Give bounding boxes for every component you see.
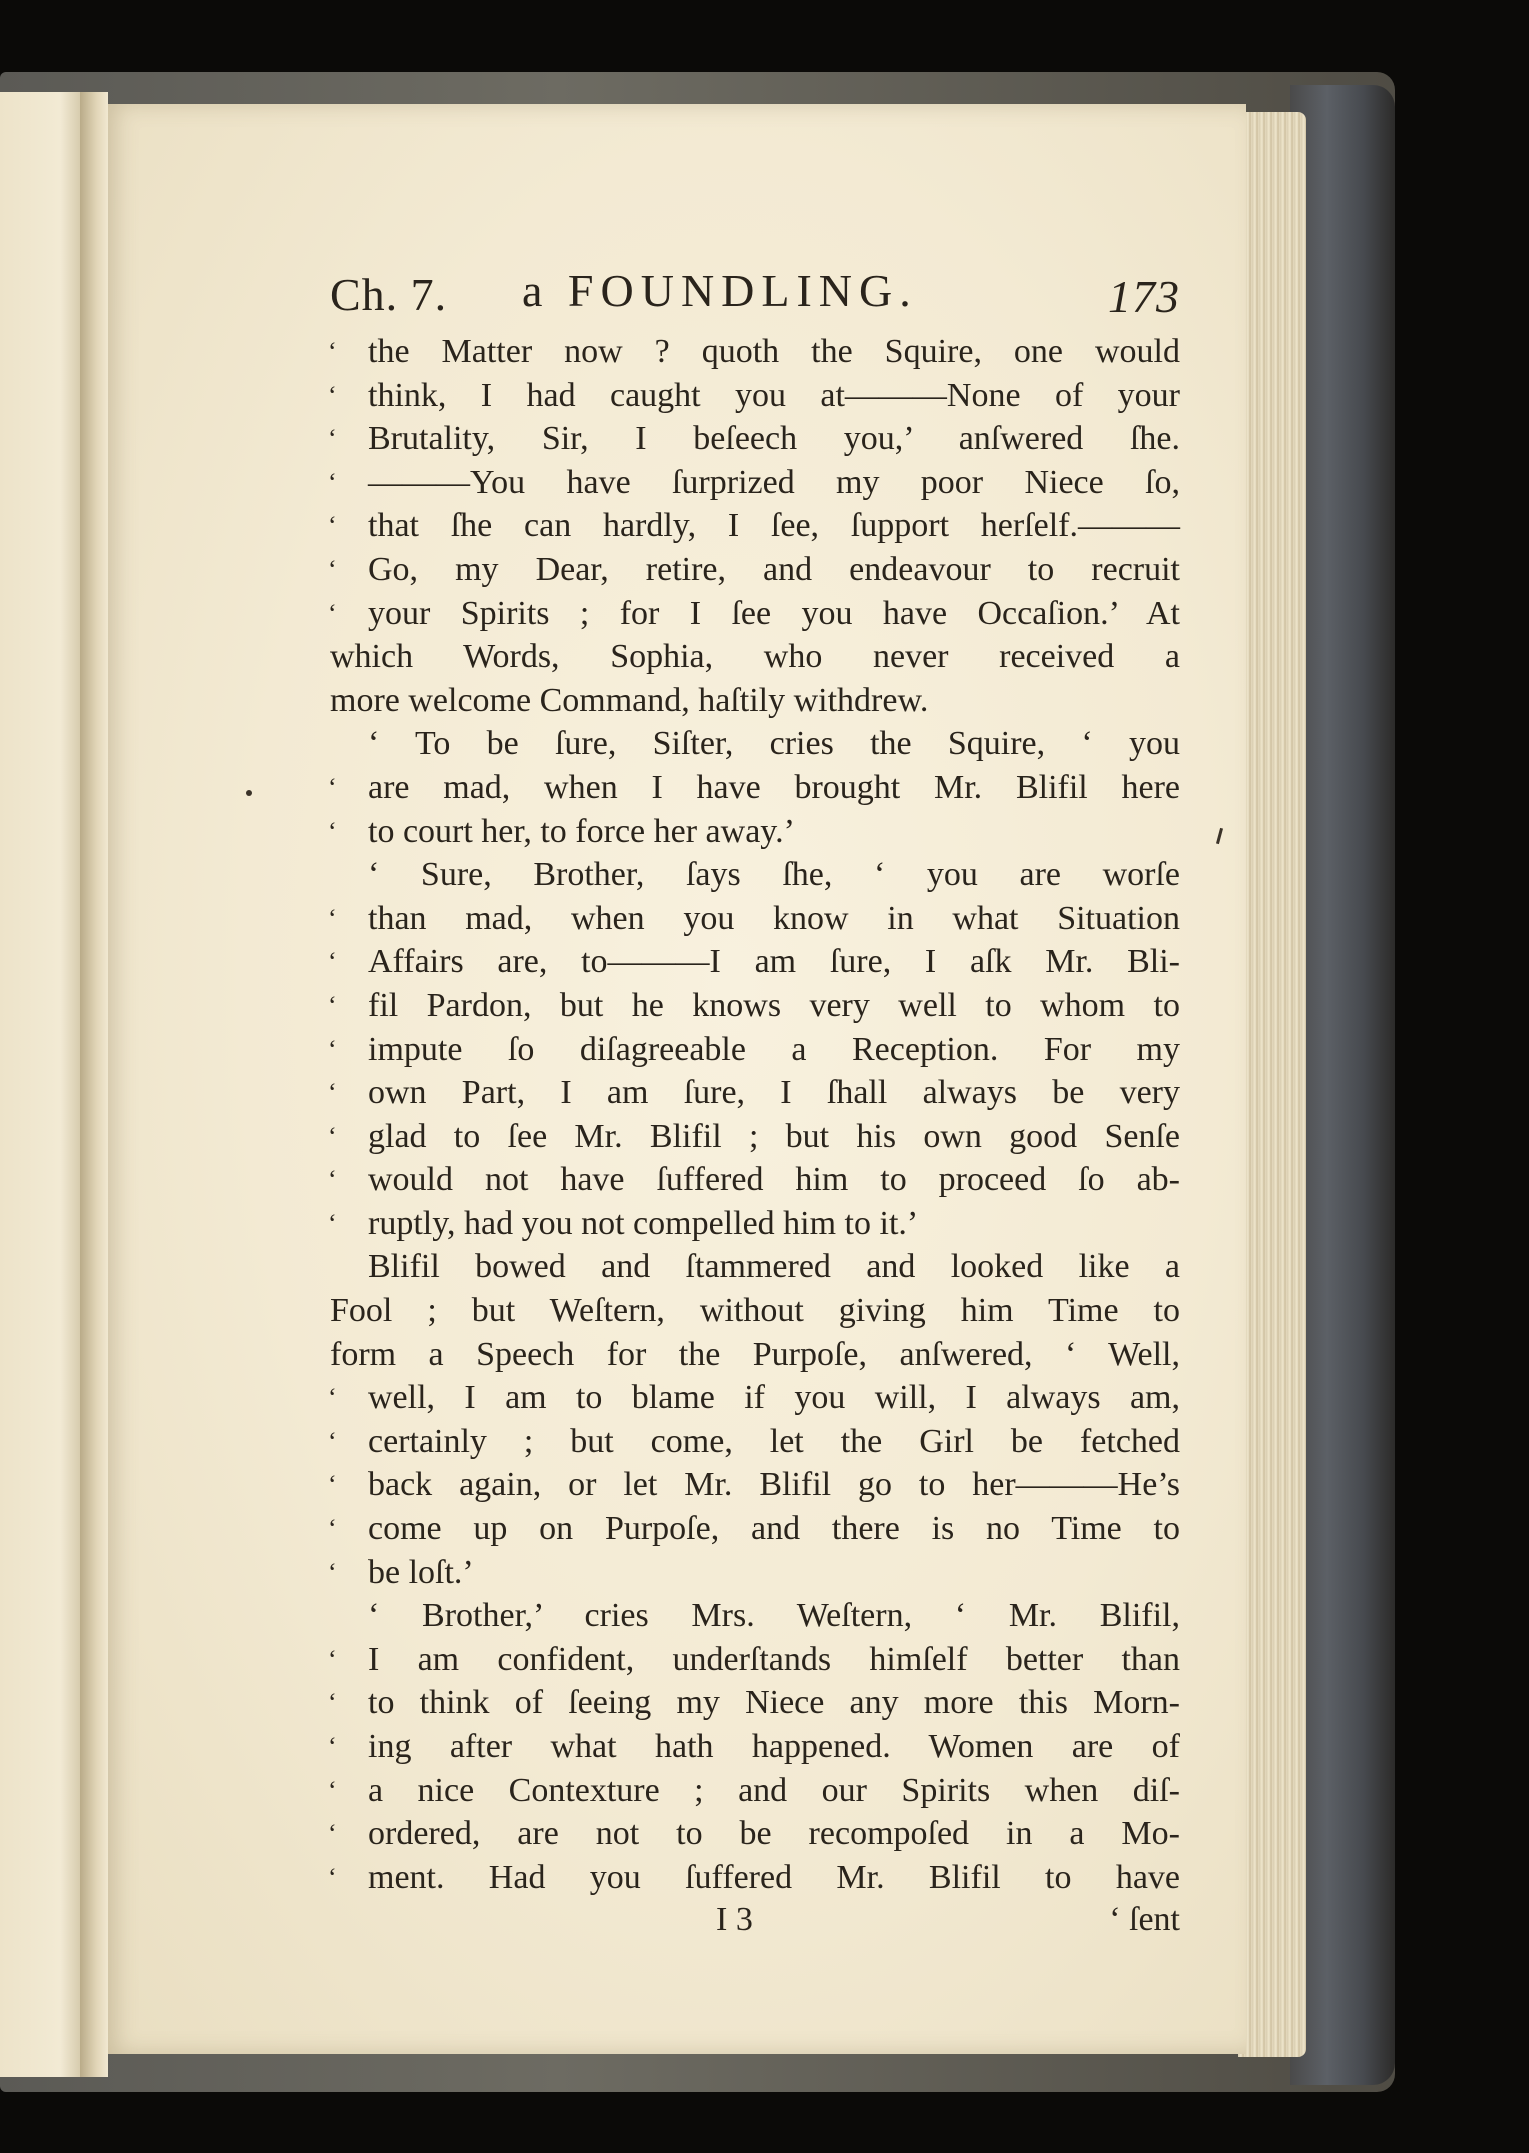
running-head-chapter: Ch. 7. [330, 269, 448, 320]
quotation-margin-mark: ‘ [328, 424, 337, 454]
text-line [330, 1507, 1180, 1551]
text-line-content: well, I am to blame if you will, I always am, [368, 1379, 1180, 1417]
text-line [330, 984, 1180, 1028]
text-line-content: own Part, I am ſure, I ſhall always be very [368, 1074, 1180, 1112]
text-line [330, 897, 1180, 941]
text-line-content: your Spirits ; for I ſee you have Occaſion.’ At [368, 594, 1180, 632]
text-line [330, 810, 1180, 854]
text-line [330, 1028, 1180, 1072]
page-number: 173 [1108, 271, 1180, 322]
quotation-margin-mark: ‘ [328, 1208, 337, 1238]
quotation-margin-mark: ‘ [328, 1078, 337, 1108]
text-line [330, 1420, 1180, 1464]
quotation-margin-mark: ‘ [328, 598, 337, 628]
stray-ink-dot [246, 790, 252, 796]
text-line [330, 1071, 1180, 1115]
text-line-content: to court her, to force her away.’ [368, 812, 795, 850]
text-line-content: ———You have ſurprized my poor Niece ſo, [368, 463, 1180, 501]
quotation-margin-mark: ‘ [328, 1644, 337, 1674]
text-line-content: would not have ſuffered him to proceed ſo ab- [368, 1161, 1180, 1199]
text-line [330, 504, 1180, 548]
quotation-margin-mark: ‘ [328, 1470, 337, 1500]
text-line-content: think, I had caught you at———None of your [368, 376, 1180, 414]
text-line [330, 766, 1180, 810]
text-line [330, 679, 1180, 723]
text-line [330, 1551, 1180, 1595]
text-line-content: the Matter now ? quoth the Squire, one would [368, 333, 1180, 370]
text-line-content: than mad, when you know in what Situation [368, 899, 1180, 937]
quotation-margin-mark: ‘ [328, 1862, 337, 1892]
text-line-content: that ſhe can hardly, I ſee, ſupport herſelf.——— [368, 507, 1180, 545]
quotation-margin-mark: ‘ [328, 554, 337, 584]
text-line-content: ruptly, had you not compelled him to it.’ [368, 1204, 919, 1242]
text-line-content: ‘ To be ſure, Siſter, cries the Squire, ‘ you [368, 725, 1180, 763]
quotation-margin-mark: ‘ [328, 337, 337, 366]
text-line-content: Fool ; but Weſtern, without giving him Time to [330, 1292, 1180, 1330]
text-line-content: be loſt.’ [368, 1553, 474, 1591]
text-line [330, 1812, 1180, 1856]
text-line-content: to think of ſeeing my Niece any more this Morn- [368, 1684, 1180, 1722]
text-line-content: I am confident, underſtands himſelf better than [368, 1640, 1180, 1678]
text-line-content: ment. Had you ſuffered Mr. Blifil to have [368, 1858, 1180, 1896]
text-line-content: more welcome Command, haſtily withdrew. [330, 681, 929, 719]
text-line-content: a nice Contexture ; and our Spirits when diſ- [368, 1771, 1180, 1809]
text-line [330, 940, 1180, 984]
quotation-margin-mark: ‘ [328, 1732, 337, 1761]
text-line-content: Blifil bowed and ſtammered and looked like a [368, 1248, 1180, 1286]
text-line-content: Go, my Dear, retire, and endeavour to recruit [368, 550, 1180, 588]
quotation-margin-mark: ‘ [328, 380, 337, 410]
text-line-content: Affairs are, to———I am ſure, I aſk Mr. Bli- [368, 943, 1180, 981]
text-line-content: ‘ Brother,’ cries Mrs. Weſtern, ‘ Mr. Blifil, [368, 1597, 1180, 1635]
quotation-margin-mark: ‘ [328, 1688, 337, 1718]
running-head-title: a FOUNDLING. [522, 265, 918, 316]
catchword: ‘ ſent [1109, 1901, 1180, 1939]
running-head [330, 262, 1180, 326]
text-line-content: come up on Purpoſe, and there is no Time to [368, 1510, 1180, 1548]
quotation-margin-mark: ‘ [328, 1426, 337, 1456]
text-line [330, 1638, 1180, 1682]
quotation-margin-mark: ‘ [328, 1514, 337, 1544]
quotation-margin-mark: ‘ [328, 1775, 337, 1805]
text-line-content: are mad, when I have brought Mr. Blifil here [368, 768, 1180, 806]
quotation-margin-mark: ‘ [328, 1383, 337, 1413]
signature-mark: I 3 [716, 1901, 753, 1939]
text-line [330, 1115, 1180, 1159]
text-line-content: form a Speech for the Purpoſe, anſwered, ‘ Well, [330, 1335, 1180, 1373]
text-line [330, 1333, 1180, 1377]
text-line [330, 330, 1180, 374]
text-line [330, 1725, 1180, 1769]
page-gutter [80, 92, 108, 2077]
text-line-content: certainly ; but come, let the Girl be fetched [368, 1422, 1180, 1460]
text-line [330, 1681, 1180, 1725]
quotation-margin-mark: ‘ [328, 511, 337, 541]
text-line [330, 722, 1180, 766]
text-line-content: impute ſo diſagreeable a Reception. For my [368, 1030, 1180, 1068]
quotation-margin-mark: ‘ [328, 1557, 337, 1587]
page-footer [330, 1901, 1180, 1945]
text-line-content: which Words, Sophia, who never received a [330, 638, 1180, 676]
text-line-content: ‘ Sure, Brother, ſays ſhe, ‘ you are worſe [368, 856, 1180, 894]
text-line [330, 374, 1180, 418]
left-facing-page [0, 92, 86, 2077]
page-edges [1238, 112, 1306, 2057]
text-line [330, 1202, 1180, 1246]
text-line-content: fil Pardon, but he knows very well to whom to [368, 986, 1180, 1024]
text-line [330, 1245, 1180, 1289]
text-line [330, 461, 1180, 505]
text-line [330, 1376, 1180, 1420]
text-line [330, 1594, 1180, 1638]
text-line-content: glad to ſee Mr. Blifil ; but his own good Senſe [368, 1117, 1180, 1155]
text-line [330, 1856, 1180, 1900]
text-line [330, 548, 1180, 592]
text-line-content: back again, or let Mr. Blifil go to her———He’s [368, 1466, 1180, 1504]
text-lines [330, 330, 1180, 1899]
text-line [330, 1769, 1180, 1813]
text-line-content: ordered, are not to be recompoſed in a Mo- [368, 1815, 1180, 1853]
text-line [330, 417, 1180, 461]
quotation-margin-mark: ‘ [328, 903, 337, 933]
text-line-content: Brutality, Sir, I beſeech you,’ anſwered ſhe. [368, 420, 1180, 458]
text-line [330, 635, 1180, 679]
quotation-margin-mark: ‘ [328, 990, 337, 1020]
quotation-margin-mark: ‘ [328, 467, 337, 497]
text-line-content: ing after what hath happened. Women are of [368, 1728, 1180, 1765]
quotation-margin-mark: ‘ [328, 1034, 337, 1064]
text-line [330, 853, 1180, 897]
quotation-margin-mark: ‘ [328, 1165, 337, 1195]
text-line [330, 1158, 1180, 1202]
text-line [330, 1463, 1180, 1507]
quotation-margin-mark: ‘ [328, 1819, 337, 1849]
text-line [330, 1289, 1180, 1333]
text-line [330, 592, 1180, 636]
quotation-margin-mark: ‘ [328, 816, 337, 846]
quotation-margin-mark: ‘ [328, 1121, 337, 1151]
page-text-block [330, 262, 1180, 1945]
quotation-margin-mark: ‘ [328, 947, 337, 977]
quotation-margin-mark: ‘ [328, 772, 337, 802]
